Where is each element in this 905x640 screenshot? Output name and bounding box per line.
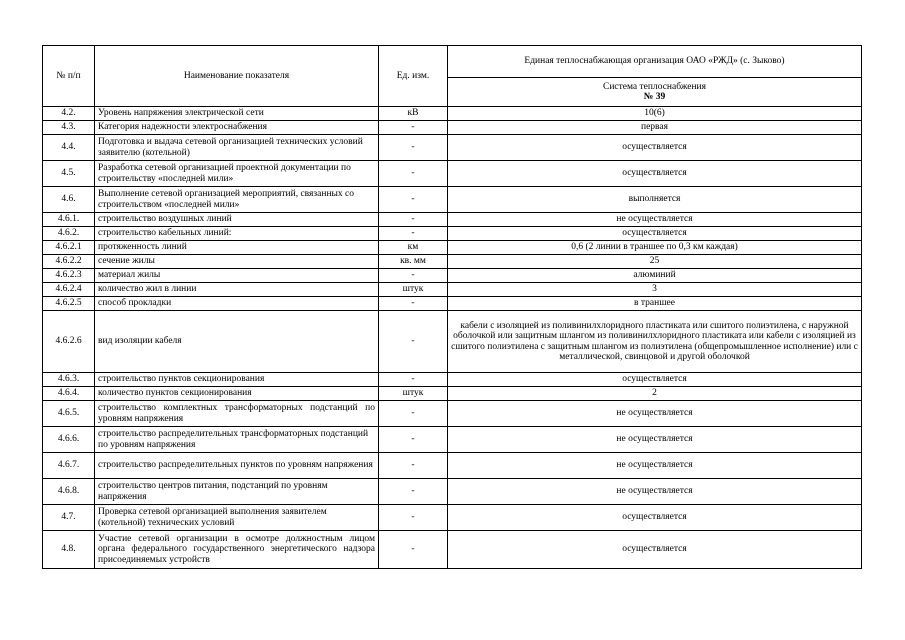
row-unit: - [379,311,448,373]
row-value: в траншее [448,297,862,311]
row-indicator-name: способ прокладки [95,297,379,311]
header-col-num: № п/п [43,46,95,107]
row-number: 4.4. [43,135,95,161]
table-row [43,373,862,387]
row-indicator-name: количество пунктов секционирования [95,387,379,401]
row-value: осуществляется [448,531,862,569]
table-row [43,241,862,255]
row-number: 4.6.2.6 [43,311,95,373]
row-indicator-name: Категория надежности электроснабжения [95,121,379,135]
row-value: не осуществляется [448,453,862,479]
row-unit: штук [379,283,448,297]
table-row [43,297,862,311]
row-indicator-name: строительство пунктов секционирования [95,373,379,387]
row-unit: - [379,269,448,283]
row-number: 4.6.1. [43,213,95,227]
row-unit: - [379,531,448,569]
row-unit: кВ [379,107,448,121]
table-row [43,161,862,187]
row-value: не осуществляется [448,479,862,505]
row-indicator-name: Подготовка и выдача сетевой организацией технических условий заявителю (котельной) [95,135,379,161]
row-unit: - [379,297,448,311]
row-unit: - [379,373,448,387]
table-row [43,255,862,269]
row-unit: штук [379,387,448,401]
row-indicator-name: строительство распределительных трансформаторных подстанций по уровням напряжения [95,427,379,453]
row-number: 4.3. [43,121,95,135]
row-value: кабели с изоляцией из поливинилхлоридного пластиката или сшитого полиэтилена, с наружной оболочкой или защитным шлангом из поливинилхлоридного пластиката или кабели с изоляцией из сшитого полиэтилена с защитным шлангом из полиэтилена (общепромышленное исполнение) или с металлической, свинцовой и другой оболочкой [448,311,862,373]
table-row [43,453,862,479]
table-row [43,107,862,121]
row-indicator-name: вид изоляции кабеля [95,311,379,373]
row-unit: - [379,135,448,161]
row-number: 4.6.2.5 [43,297,95,311]
row-value: 10(6) [448,107,862,121]
table-row [43,227,862,241]
row-indicator-name: строительство комплектных трансформаторных подстанций по уровням напряжения [95,401,379,427]
row-indicator-name: Проверка сетевой организацией выполнения заявителем (котельной) технических условий [95,505,379,531]
row-value: 0,6 (2 линии в траншее по 0,3 км каждая) [448,241,862,255]
table-row [43,269,862,283]
row-number: 4.8. [43,531,95,569]
row-number: 4.6.8. [43,479,95,505]
row-number: 4.6.3. [43,373,95,387]
row-value: не осуществляется [448,427,862,453]
row-unit: - [379,121,448,135]
row-number: 4.7. [43,505,95,531]
row-value: осуществляется [448,373,862,387]
header-system-number: № 39 [643,92,666,102]
row-value: 25 [448,255,862,269]
row-indicator-name: материал жилы [95,269,379,283]
table-row [43,479,862,505]
row-indicator-name: строительство центров питания, подстанций по уровням напряжения [95,479,379,505]
row-unit: - [379,227,448,241]
row-number: 4.6.2. [43,227,95,241]
row-number: 4.6.2.4 [43,283,95,297]
row-number: 4.6.2.3 [43,269,95,283]
row-value: не осуществляется [448,401,862,427]
row-value: осуществляется [448,161,862,187]
row-unit: - [379,187,448,213]
row-unit: - [379,427,448,453]
row-number: 4.6.7. [43,453,95,479]
table-row [43,531,862,569]
row-unit: кв. мм [379,255,448,269]
row-indicator-name: сечение жилы [95,255,379,269]
row-number: 4.6.2.2 [43,255,95,269]
row-value: осуществляется [448,505,862,531]
header-system [448,78,862,107]
row-indicator-name: протяженность линий [95,241,379,255]
row-number: 4.6.5. [43,401,95,427]
row-unit: - [379,453,448,479]
table-row [43,505,862,531]
header-col-name: Наименование показателя [95,46,379,107]
row-indicator-name: строительство воздушных линий [95,213,379,227]
row-indicator-name: Выполнение сетевой организацией мероприятий, связанных со строительством «последней мили» [95,187,379,213]
table-row [43,187,862,213]
row-value: первая [448,121,862,135]
table-row [43,283,862,297]
row-indicator-name: строительство распределительных пунктов по уровням напряжения [95,453,379,479]
row-value: алюминий [448,269,862,283]
row-value: 2 [448,387,862,401]
header-col-unit: Ед. изм. [379,46,448,107]
table-row [43,311,862,373]
row-unit: - [379,479,448,505]
row-value: осуществляется [448,135,862,161]
row-indicator-name: количество жил в линии [95,283,379,297]
row-indicator-name: Участие сетевой организации в осмотре должностным лицом органа федерального государственного энергетического надзора присоединяемых устройств [95,531,379,569]
table-row [43,401,862,427]
table-row [43,121,862,135]
row-unit: - [379,161,448,187]
header-organization: Единая теплоснабжающая организация ОАО «РЖД» (с. Зыково) [448,46,862,78]
row-indicator-name: Разработка сетевой организацией проектной документации по строительству «последней мили» [95,161,379,187]
row-unit: - [379,505,448,531]
row-number: 4.6.2.1 [43,241,95,255]
table-row [43,213,862,227]
row-number: 4.6. [43,187,95,213]
row-value: 3 [448,283,862,297]
row-indicator-name: строительство кабельных линий: [95,227,379,241]
indicators-table [42,45,862,569]
row-number: 4.6.6. [43,427,95,453]
row-indicator-name: Уровень напряжения электрической сети [95,107,379,121]
table-row [43,135,862,161]
header-system-label: Система теплоснабжения [602,81,707,92]
table-row [43,387,862,401]
row-number: 4.2. [43,107,95,121]
row-unit: - [379,213,448,227]
row-unit: - [379,401,448,427]
row-value: не осуществляется [448,213,862,227]
row-unit: км [379,241,448,255]
row-value: осуществляется [448,227,862,241]
row-number: 4.6.4. [43,387,95,401]
table-row [43,427,862,453]
row-number: 4.5. [43,161,95,187]
row-value: выполняется [448,187,862,213]
